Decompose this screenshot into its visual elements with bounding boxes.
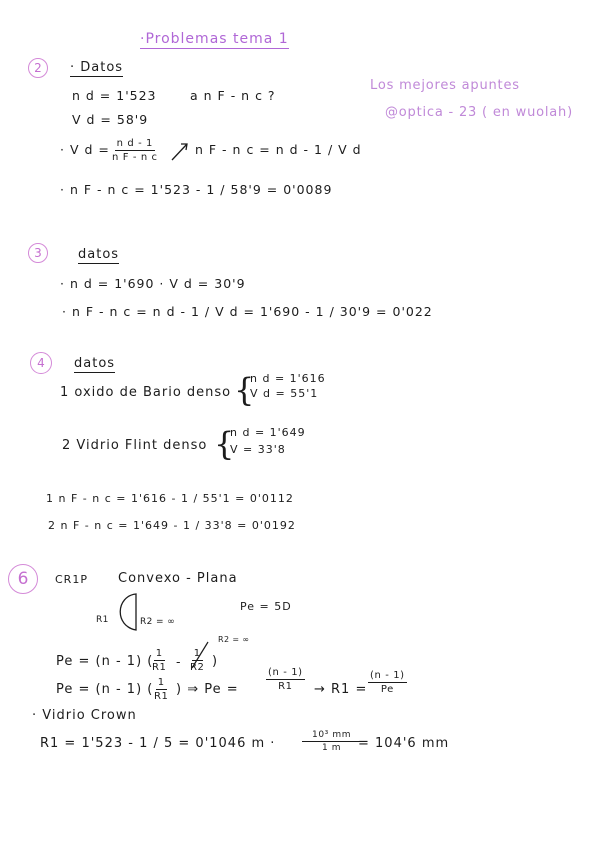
problem-4-material-2-nd: n d = 1'649: [230, 426, 306, 439]
problem-4-material-2: 2 Vidrio Flint denso: [62, 438, 208, 453]
problem-4-material-1: 1 oxido de Bario denso: [60, 385, 232, 400]
eq2-f1-den: R1: [154, 691, 169, 702]
problem-6-r1-label: R1: [96, 615, 109, 625]
page-title: ·Problemas tema 1: [140, 31, 289, 47]
problem-6-eq1-fraction-1: [152, 648, 167, 673]
problem-6-r2-label: R2 = ∞: [140, 617, 176, 627]
problem-6-final-result: = 104'6 mm: [358, 736, 450, 751]
eq2-f3-num: (n - 1): [370, 670, 405, 681]
problem-2-fraction-num: n d - 1: [116, 138, 154, 149]
problem-2-number: 2: [28, 58, 48, 78]
problem-6-unit-fraction: [302, 730, 361, 753]
eq1-f2-num: 1: [193, 648, 201, 659]
eq1-note: R2 = ∞: [218, 635, 250, 644]
problem-2-dispersion-formula: n F - n c = n d - 1 / V d: [195, 142, 362, 157]
problem-2-abbe-formula-lhs: · V d =: [60, 142, 110, 157]
problem-3-heading: datos: [78, 247, 120, 262]
problem-2-vd: V d = 58'9: [72, 112, 149, 127]
cancel-stroke-icon: [188, 640, 212, 670]
problem-2-question: a n F - n c ?: [190, 88, 276, 103]
watermark-line-2: @optica - 23 ( en wuolah): [385, 105, 573, 120]
eq1-close: ): [212, 654, 219, 669]
problem-4-heading: datos: [74, 356, 116, 371]
eq1-f1-num: 1: [155, 648, 163, 659]
problem-6-label: CR1P: [55, 573, 88, 586]
problem-2-abbe-fraction: [112, 138, 158, 163]
eq2-f3-den: Pe: [380, 684, 394, 695]
problem-6-final-calc: R1 = 1'523 - 1 / 5 = 0'1046 m ·: [40, 736, 276, 751]
eq1-f2-den: R2: [190, 662, 205, 673]
problem-3-result: · n F - n c = n d - 1 / V d = 1'690 - 1 / 30'9 = 0'022: [62, 304, 433, 319]
eq1-f1-den: R1: [152, 662, 167, 673]
problem-4-result-1: 1 n F - n c = 1'616 - 1 / 55'1 = 0'0112: [46, 492, 294, 505]
unit-fraction-den: 1 m: [321, 743, 342, 753]
problem-6-glass-type: · Vidrio Crown: [32, 708, 137, 723]
problem-2-arrow-icon: [170, 140, 190, 162]
eq2-arrow: → R1 =: [314, 682, 368, 697]
problem-4-brace-1: {: [234, 371, 255, 409]
watermark-line-1: Los mejores apuntes: [370, 78, 520, 93]
problem-4-material-2-v: V = 33'8: [230, 443, 286, 456]
eq2-implies: ) ⇒ Pe =: [176, 682, 239, 697]
eq2-f1-num: 1: [157, 677, 165, 688]
problem-6-eq2-fraction-3: [368, 670, 407, 695]
problem-2-result: · n F - n c = 1'523 - 1 / 58'9 = 0'0089: [60, 182, 333, 197]
unit-fraction-num: 10³ mm: [302, 730, 361, 742]
lens-shape-icon: [112, 592, 142, 632]
problem-6-eq2-fraction-1: [154, 677, 169, 702]
problem-4-brace-2: {: [214, 425, 235, 463]
problem-6-equation-1-lhs: Pe = (n - 1) (: [56, 654, 154, 669]
problem-2-nd: n d = 1'523: [72, 88, 157, 103]
problem-4-number: 4: [30, 352, 52, 374]
eq1-minus: -: [176, 654, 182, 669]
problem-6-power: Pe = 5D: [240, 600, 292, 613]
problem-2-heading: · Datos: [70, 60, 124, 75]
problem-2-fraction-den: n F - n c: [112, 152, 158, 163]
eq2-f2-den: R1: [278, 681, 293, 692]
problem-6-equation-2-lhs: Pe = (n - 1) (: [56, 682, 154, 697]
problem-6-eq2-fraction-2: [266, 667, 305, 692]
problem-3-data: · n d = 1'690 · V d = 30'9: [60, 276, 246, 291]
problem-4-material-1-vd: V d = 55'1: [250, 387, 319, 400]
problem-4-result-2: 2 n F - n c = 1'649 - 1 / 33'8 = 0'0192: [48, 519, 296, 532]
problem-4-material-1-nd: n d = 1'616: [250, 372, 326, 385]
eq2-f2-num: (n - 1): [268, 667, 303, 678]
problem-6-number: 6: [8, 564, 38, 594]
problem-6-lens-type: Convexo - Plana: [118, 571, 238, 586]
problem-3-number: 3: [28, 243, 48, 263]
